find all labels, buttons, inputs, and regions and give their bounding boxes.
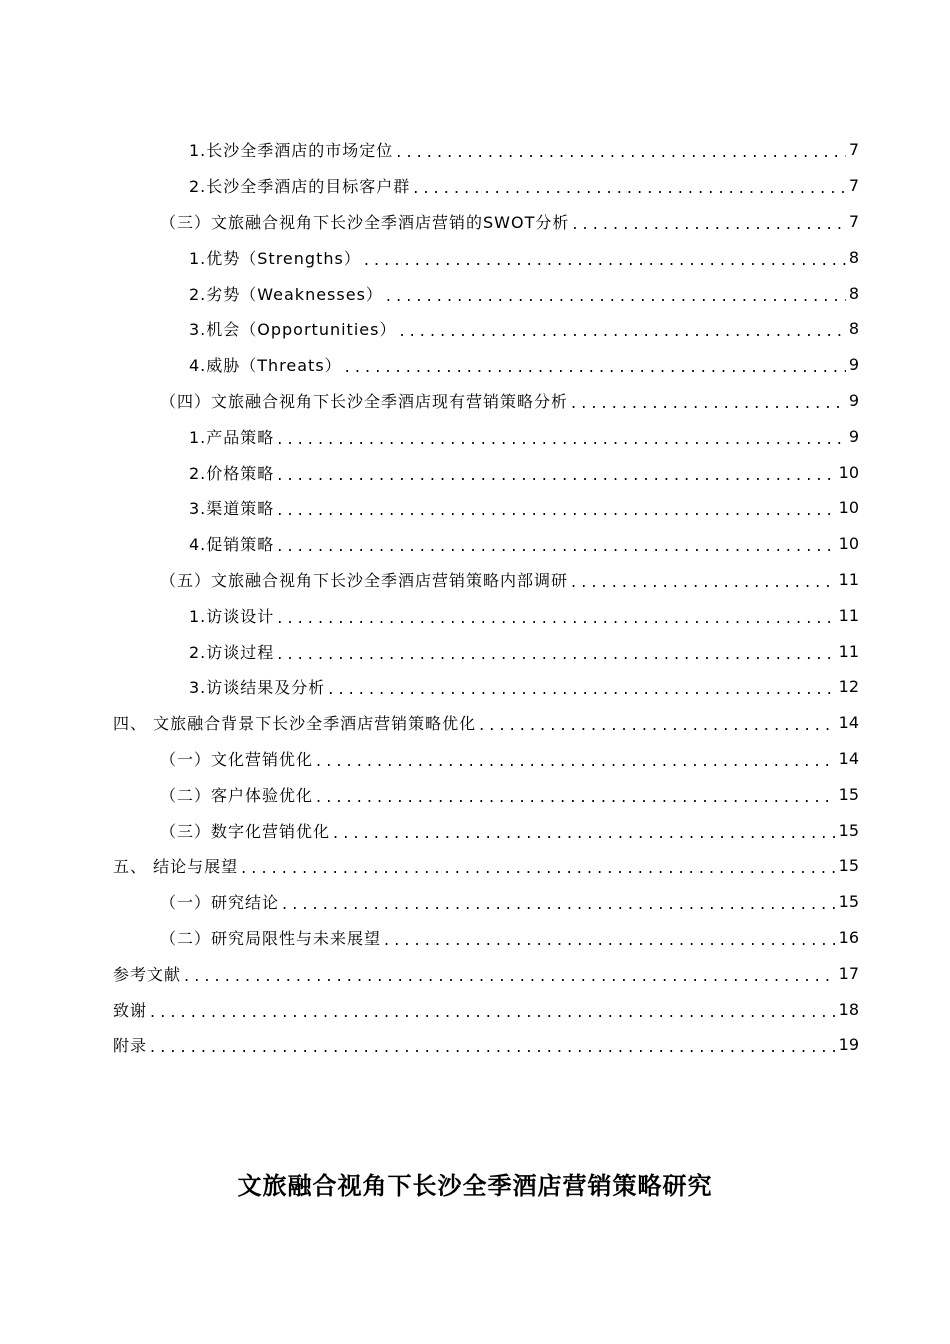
toc-entry-page: 11 [838, 641, 859, 661]
toc-entry-label: 2.长沙全季酒店的目标客户群 [189, 177, 411, 197]
toc-entry-page: 10 [838, 462, 859, 482]
toc-entry-label: 四、 文旅融合背景下长沙全季酒店营销策略优化 [113, 714, 477, 734]
table-of-contents [0, 132, 950, 1063]
toc-entry [0, 562, 950, 598]
toc-entry-label: （五）文旅融合视角下长沙全季酒店营销策略内部调研 [160, 570, 569, 590]
toc-entry-label: （一）文化营销优化 [160, 749, 314, 769]
toc-dot-leader [277, 500, 835, 519]
toc-dot-leader [277, 644, 835, 663]
toc-entry-page: 8 [848, 247, 859, 267]
toc-entry [0, 454, 950, 490]
toc-entry [0, 418, 950, 454]
toc-entry-label: 参考文献 [113, 964, 182, 984]
toc-dot-leader [316, 751, 836, 770]
toc-entry-label: （三）数字化营销优化 [160, 821, 331, 841]
toc-entry-label: 2.价格策略 [189, 463, 275, 483]
toc-entry-page: 9 [848, 390, 859, 410]
toc-entry-label: 2.劣势（Weaknesses） [189, 284, 383, 304]
toc-entry-label: （一）研究结论 [160, 893, 280, 913]
toc-entry-label: （二）研究局限性与未来展望 [160, 928, 382, 948]
toc-dot-leader [333, 823, 836, 842]
toc-entry-label: 五、 结论与展望 [113, 857, 239, 877]
toc-entry [0, 955, 950, 991]
toc-entry [0, 597, 950, 633]
toc-entry-label: 3.渠道策略 [189, 499, 275, 519]
toc-entry-page: 11 [838, 605, 859, 625]
toc-entry-page: 10 [838, 534, 859, 554]
toc-entry [0, 526, 950, 562]
toc-entry [0, 633, 950, 669]
toc-dot-leader [399, 321, 845, 340]
toc-entry-page: 18 [838, 999, 859, 1019]
toc-entry-page: 7 [848, 176, 859, 196]
toc-entry-label: 1.产品策略 [189, 427, 275, 447]
toc-entry-page: 8 [848, 283, 859, 303]
toc-dot-leader [364, 250, 846, 269]
toc-dot-leader [413, 178, 846, 197]
toc-dot-leader [150, 1002, 836, 1021]
toc-entry-page: 15 [838, 820, 859, 840]
toc-entry [0, 1027, 950, 1063]
toc-entry-page: 9 [848, 426, 859, 446]
toc-entry-label: （四）文旅融合视角下长沙全季酒店现有营销策略分析 [160, 391, 569, 411]
toc-entry [0, 383, 950, 419]
toc-entry [0, 812, 950, 848]
toc-entry-label: 3.访谈结果及分析 [189, 678, 326, 698]
toc-entry-page: 14 [838, 748, 859, 768]
toc-entry-label: 1.长沙全季酒店的市场定位 [189, 141, 394, 161]
toc-entry [0, 490, 950, 526]
toc-entry [0, 669, 950, 705]
toc-entry-label: 致谢 [113, 1000, 148, 1020]
toc-entry-label: 1.优势（Strengths） [189, 248, 361, 268]
toc-entry-label: 4.促销策略 [189, 535, 275, 555]
toc-dot-leader [328, 679, 835, 698]
toc-entry-page: 14 [838, 713, 859, 733]
toc-entry [0, 741, 950, 777]
toc-entry-page: 15 [838, 784, 859, 804]
toc-dot-leader [277, 536, 835, 555]
toc-entry [0, 168, 950, 204]
toc-entry [0, 920, 950, 956]
toc-dot-leader [277, 608, 835, 627]
toc-dot-leader [277, 465, 835, 484]
toc-entry-page: 16 [838, 927, 859, 947]
toc-dot-leader [184, 966, 836, 985]
toc-dot-leader [479, 715, 836, 734]
toc-entry-page: 11 [838, 569, 859, 589]
toc-dot-leader [150, 1037, 836, 1056]
toc-entry-page: 7 [848, 140, 859, 160]
toc-dot-leader [396, 142, 846, 161]
toc-entry-label: （三）文旅融合视角下长沙全季酒店营销的SWOT分析 [160, 212, 570, 232]
toc-entry-page: 9 [848, 355, 859, 375]
toc-dot-leader [386, 286, 846, 305]
toc-entry-page: 12 [838, 677, 859, 697]
toc-dot-leader [241, 858, 836, 877]
toc-entry-page: 19 [838, 1035, 859, 1055]
toc-entry [0, 848, 950, 884]
toc-dot-leader [277, 429, 846, 448]
toc-entry-label: 3.机会（Opportunities） [189, 320, 397, 340]
toc-entry [0, 204, 950, 240]
toc-entry-label: 2.访谈过程 [189, 642, 275, 662]
toc-entry [0, 275, 950, 311]
toc-entry [0, 776, 950, 812]
toc-dot-leader [316, 787, 836, 806]
toc-entry-label: 1.访谈设计 [189, 606, 275, 626]
toc-entry [0, 705, 950, 741]
toc-entry [0, 239, 950, 275]
toc-entry-page: 17 [838, 963, 859, 983]
toc-entry-label: （二）客户体验优化 [160, 785, 314, 805]
toc-dot-leader [384, 930, 836, 949]
toc-dot-leader [571, 393, 846, 412]
toc-entry-page: 15 [838, 892, 859, 912]
toc-dot-leader [282, 894, 836, 913]
toc-entry [0, 132, 950, 168]
toc-entry-page: 10 [838, 498, 859, 518]
document-title: 文旅融合视角下长沙全季酒店营销策略研究 [237, 1172, 713, 1200]
toc-entry [0, 311, 950, 347]
toc-entry-label: 4.威胁（Threats） [189, 356, 342, 376]
toc-dot-leader [571, 572, 836, 591]
toc-entry-page: 7 [848, 211, 859, 231]
toc-entry [0, 884, 950, 920]
toc-entry-page: 15 [838, 856, 859, 876]
toc-entry-page: 8 [848, 319, 859, 339]
toc-dot-leader [345, 357, 846, 376]
toc-entry [0, 991, 950, 1027]
toc-dot-leader [572, 214, 845, 233]
toc-entry [0, 347, 950, 383]
toc-entry-label: 附录 [113, 1036, 148, 1056]
